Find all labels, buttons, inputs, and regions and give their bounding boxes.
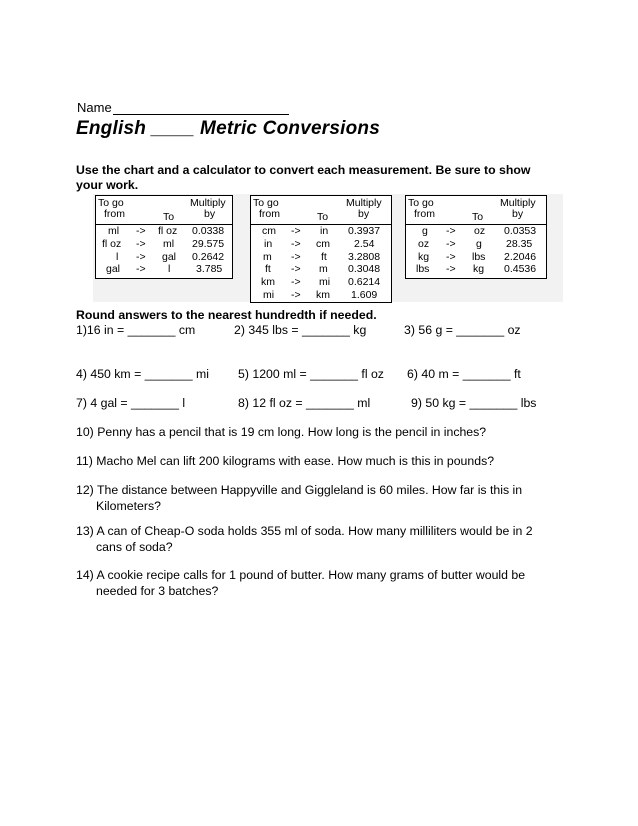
from-unit: mi	[263, 288, 275, 301]
question-10: 10) Penny has a pencil that is 19 cm long. How long is the pencil in inches?	[76, 425, 487, 439]
factor: 28.35	[506, 237, 533, 250]
header-to: To	[163, 211, 175, 223]
from-unit: fl oz	[102, 237, 122, 250]
table-row	[96, 251, 232, 264]
table-row	[251, 225, 391, 238]
from-unit: g	[422, 225, 428, 237]
name-line	[77, 100, 289, 115]
question-14-line-2: needed for 3 batches?	[96, 583, 219, 598]
question-7: 7) 4 gal = _______ l	[76, 396, 186, 410]
arrow: ->	[136, 250, 146, 263]
question-6: 6) 40 m = _______ ft	[407, 367, 521, 381]
header-to: To	[317, 211, 329, 223]
arrow: ->	[136, 237, 146, 250]
from-unit: ft	[265, 263, 271, 276]
table-row	[96, 238, 232, 251]
table-row	[251, 263, 391, 276]
question-4: 4) 450 km = _______ mi	[76, 367, 209, 381]
factor: 2.54	[354, 237, 375, 250]
to-unit: ft	[321, 250, 327, 263]
table-header	[406, 196, 546, 225]
from-unit: km	[261, 276, 275, 289]
question-3: 3) 56 g = _______ oz	[404, 323, 521, 337]
question-12-line-1: 12) The distance between Happyville and Giggleland is 60 miles. How far is this in	[76, 483, 523, 497]
table-row	[251, 289, 391, 302]
question-11: 11) Macho Mel can lift 200 kilograms with ease. How much is this in pounds?	[76, 454, 495, 468]
header-multiply-2: by	[358, 208, 370, 220]
factor: 0.3048	[348, 263, 381, 276]
table-header	[251, 196, 391, 225]
question-12-line-2: Kilometers?	[96, 498, 161, 513]
factor: 0.3937	[348, 225, 381, 237]
arrow: ->	[446, 263, 456, 276]
from-unit: in	[264, 237, 273, 250]
instructions: Use the chart and a calculator to convert each measurement. Be sure to show your work.	[76, 163, 531, 192]
question-5: 5) 1200 ml = _______ fl oz	[238, 367, 384, 381]
header-to: To	[472, 211, 484, 223]
factor: 2.2046	[504, 250, 537, 263]
to-unit: ml	[163, 237, 175, 250]
question-14-line-1: 14) A cookie recipe calls for 1 pound of butter. How many grams of butter would be	[76, 568, 526, 582]
table-row	[96, 263, 232, 276]
arrow: ->	[291, 225, 301, 237]
from-unit: oz	[418, 237, 430, 250]
to-unit: m	[319, 263, 328, 276]
header-multiply: Multiply	[190, 197, 226, 209]
table-row	[406, 238, 546, 251]
question-13-line-2: cans of soda?	[96, 539, 173, 554]
header-from-2: from	[259, 208, 280, 220]
header-from: To go	[408, 197, 434, 209]
to-unit: oz	[474, 225, 486, 237]
header-from: To go	[253, 197, 279, 209]
table-header	[96, 196, 232, 225]
header-multiply: Multiply	[500, 197, 536, 209]
conversion-table-length	[250, 195, 392, 303]
to-unit: km	[316, 288, 330, 301]
factor: 0.6214	[348, 276, 381, 289]
factor: 0.0353	[504, 225, 537, 237]
question-13	[76, 524, 533, 555]
to-unit: cm	[316, 237, 330, 250]
from-unit: m	[263, 250, 272, 263]
header-from: To go	[98, 197, 124, 209]
question-9: 9) 50 kg = _______ lbs	[411, 396, 537, 410]
question-2: 2) 345 lbs = _______ kg	[234, 323, 367, 337]
arrow: ->	[291, 288, 301, 301]
table-row	[406, 251, 546, 264]
arrow: ->	[291, 263, 301, 276]
conversion-table-mass	[405, 195, 547, 279]
name-label: Name	[77, 100, 112, 115]
from-unit: lbs	[416, 263, 430, 276]
factor: 1.609	[351, 288, 378, 301]
header-multiply: Multiply	[346, 197, 382, 209]
table-row	[251, 276, 391, 289]
to-unit: in	[320, 225, 329, 237]
arrow: ->	[446, 237, 456, 250]
to-unit: fl oz	[158, 225, 178, 237]
from-unit: l	[116, 250, 119, 263]
factor: 3.785	[196, 263, 223, 276]
table-row	[406, 225, 546, 238]
header-multiply-2: by	[204, 208, 216, 220]
factor: 0.0338	[192, 225, 225, 237]
to-unit: g	[476, 237, 482, 250]
question-14	[76, 568, 525, 599]
table-row	[251, 238, 391, 251]
factor: 3.2808	[348, 250, 381, 263]
from-unit: cm	[262, 225, 276, 237]
arrow: ->	[291, 250, 301, 263]
from-unit: ml	[108, 225, 120, 237]
from-unit: gal	[106, 263, 121, 276]
table-row	[96, 225, 232, 238]
to-unit: lbs	[472, 250, 486, 263]
factor: 29.575	[192, 237, 225, 250]
conversion-table-volume	[95, 195, 233, 279]
arrow: ->	[136, 263, 146, 276]
to-unit: gal	[162, 250, 177, 263]
to-unit: l	[168, 263, 171, 276]
factor: 0.2642	[192, 250, 225, 263]
name-blank	[113, 102, 289, 115]
from-unit: kg	[418, 250, 430, 263]
page-title: English ____ Metric Conversions	[76, 118, 380, 139]
question-8: 8) 12 fl oz = _______ ml	[238, 396, 371, 410]
table-row	[251, 251, 391, 264]
arrow: ->	[291, 276, 301, 289]
to-unit: kg	[473, 263, 485, 276]
to-unit: mi	[319, 276, 331, 289]
factor: 0.4536	[504, 263, 537, 276]
arrow: ->	[291, 237, 301, 250]
question-1: 1)16 in = _______ cm	[76, 323, 196, 337]
header-from-2: from	[104, 208, 125, 220]
arrow: ->	[446, 250, 456, 263]
arrow: ->	[446, 225, 456, 237]
header-from-2: from	[414, 208, 435, 220]
question-12	[76, 483, 522, 514]
arrow: ->	[136, 225, 146, 237]
header-multiply-2: by	[512, 208, 524, 220]
question-13-line-1: 13) A can of Cheap-O soda holds 355 ml of soda. How many milliliters would be in 2	[76, 524, 533, 538]
round-note: Round answers to the nearest hundredth if needed.	[76, 308, 377, 322]
table-row	[406, 263, 546, 276]
